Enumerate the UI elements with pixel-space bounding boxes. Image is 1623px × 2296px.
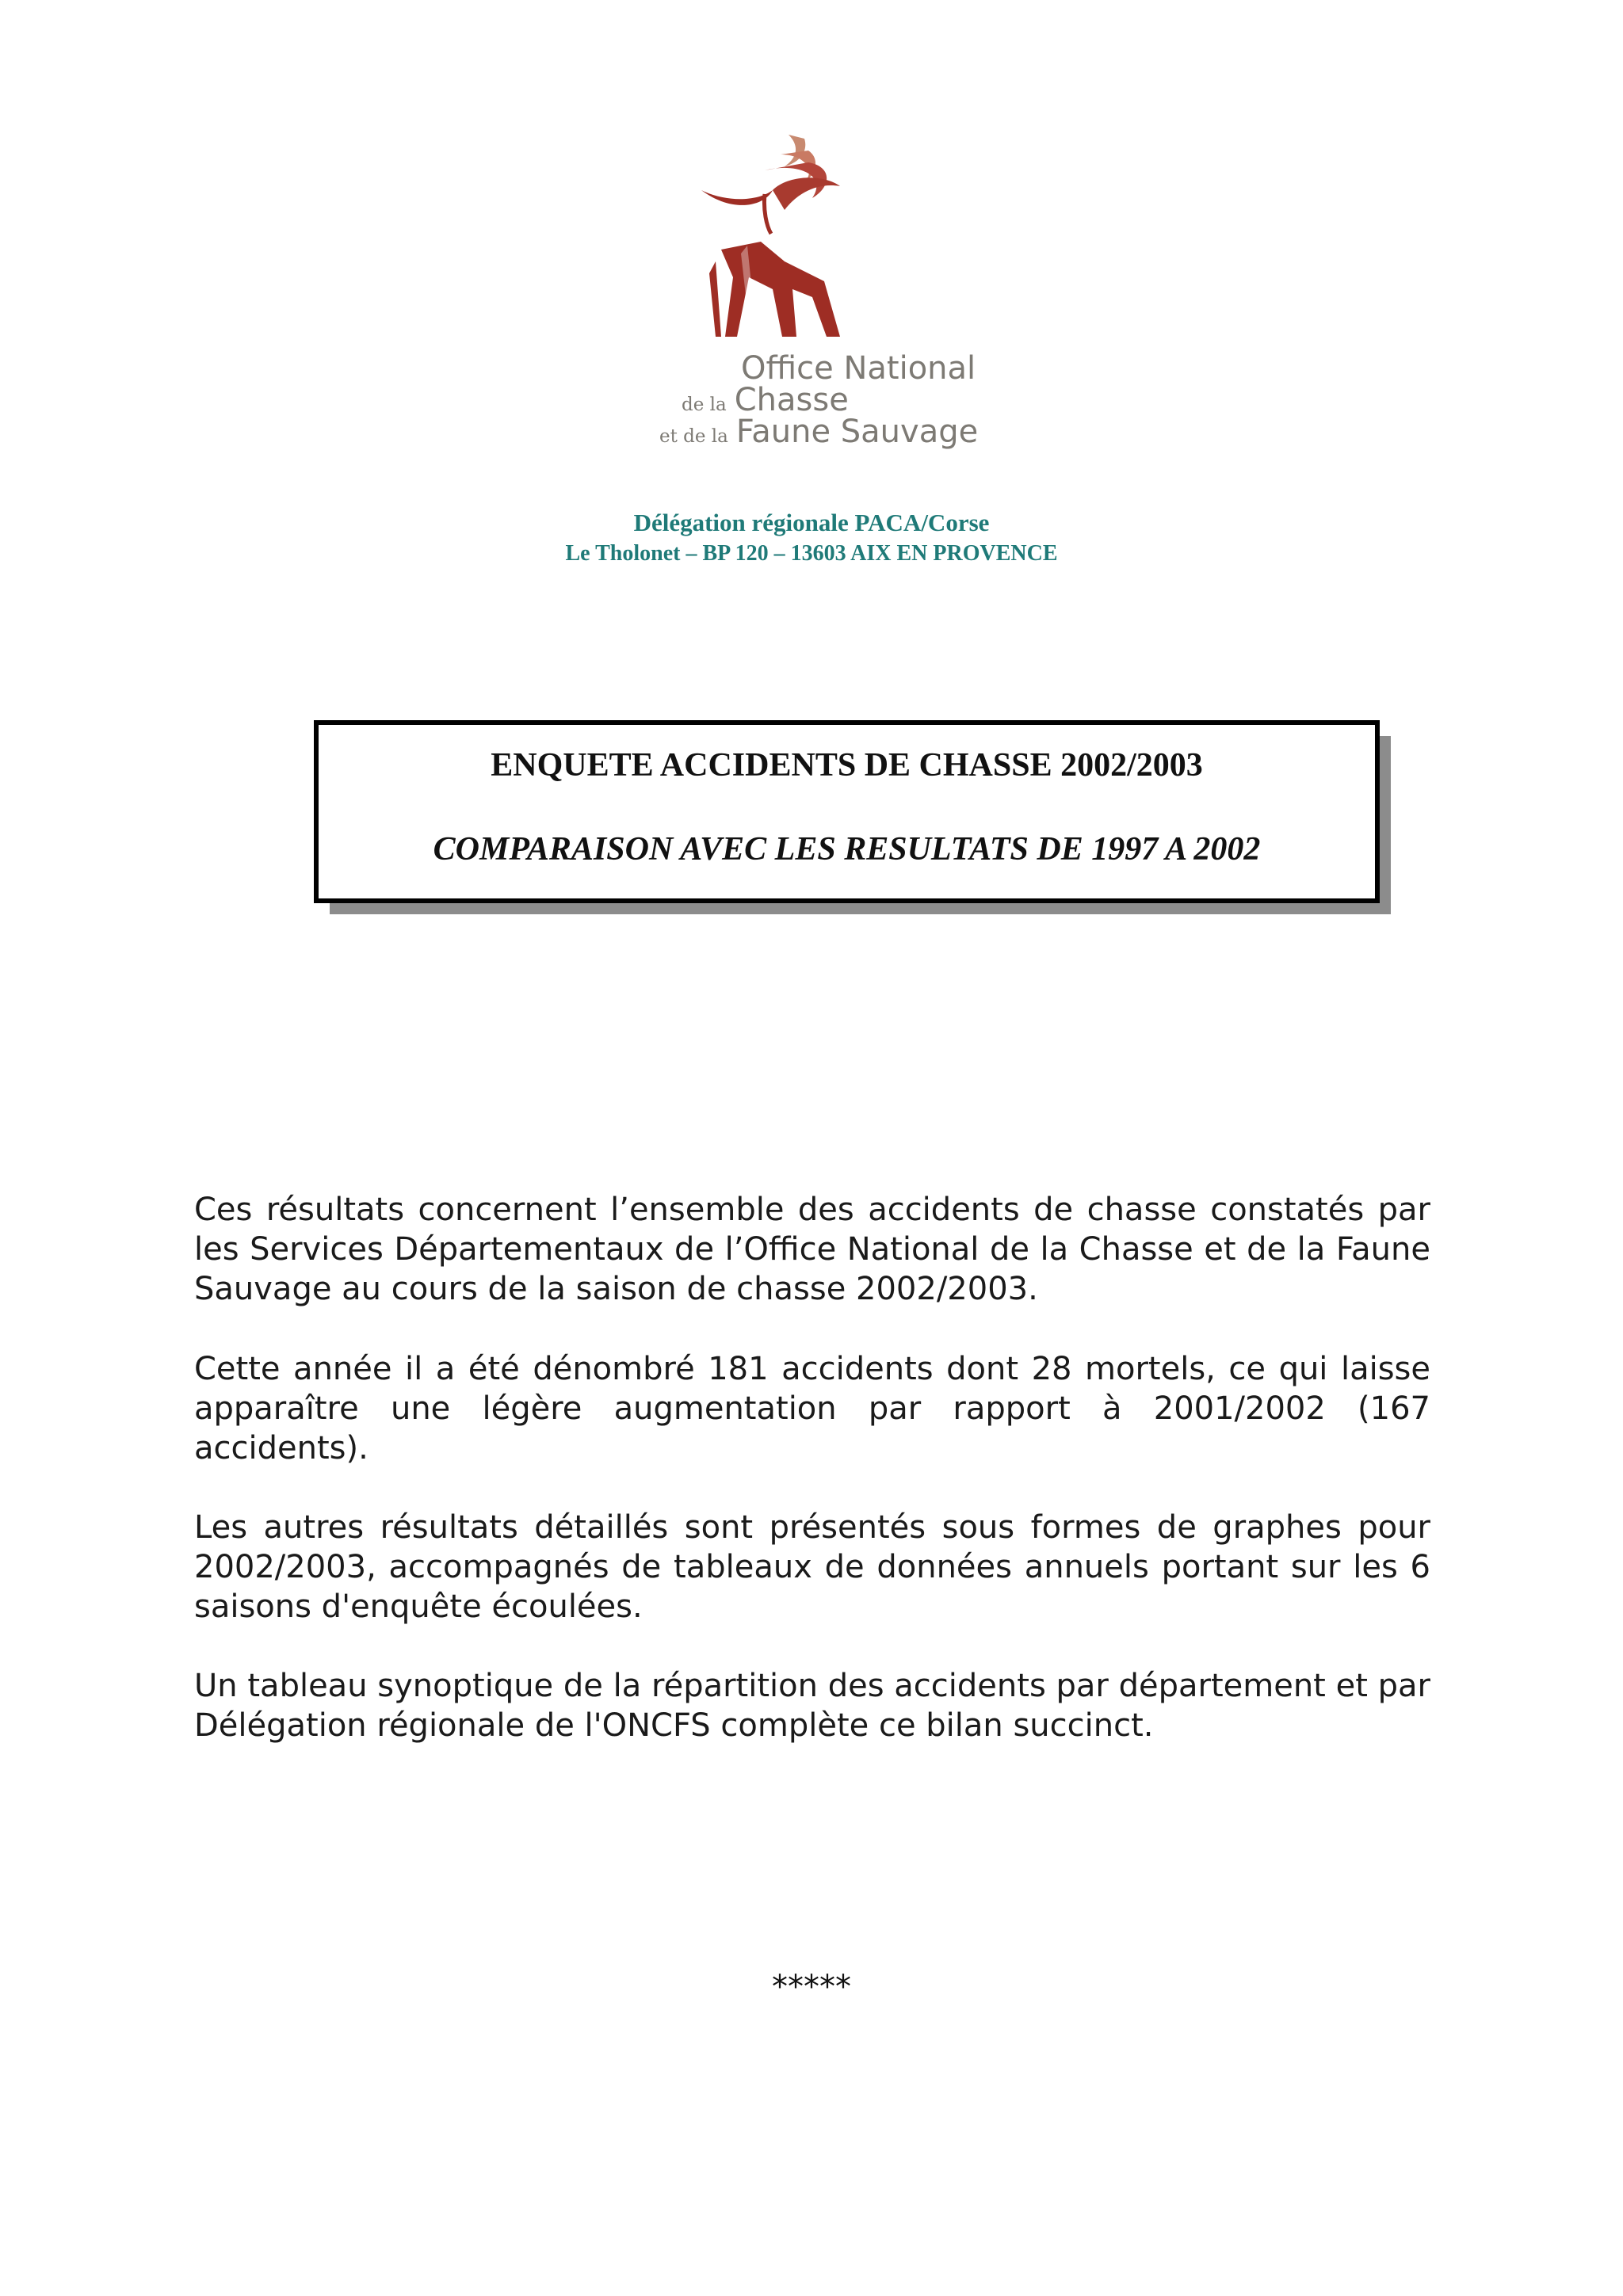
logo-line-office-national: Office National <box>741 350 976 387</box>
paragraph-details: Les autres résultats détaillés sont présentés sous formes de graphes pour 2002/2003, accompagnés de tableaux de données annuels portant sur les 6 saisons d'enquête écoulées. <box>194 1509 1430 1625</box>
logo-line-faune-sauvage <box>659 414 978 450</box>
logo-faune-word: Faune Sauvage <box>735 414 979 450</box>
paragraph-intro: Ces résultats concernent l’ensemble des accidents de chasse constatés par les Services Départementaux de l’Office National de la Chasse et de la Faune Sauvage au cours de la saison de chasse 2002/2003. <box>194 1192 1430 1307</box>
delegation-address: Le Tholonet – BP 120 – 13603 AIX EN PROVENCE <box>565 541 1058 566</box>
logo-prefix-et-de-la: et de la <box>659 426 728 447</box>
document-title: ENQUETE ACCIDENTS DE CHASSE 2002/2003 <box>491 747 1203 784</box>
oncfs-logo <box>646 127 979 475</box>
title-box <box>314 720 1380 903</box>
oncfs-emblem-icon <box>646 127 979 349</box>
document-subtitle: COMPARAISON AVEC LES RESULTATS DE 1997 A 2002 <box>433 831 1261 868</box>
delegation-name: Délégation régionale PACA/Corse <box>633 509 990 536</box>
paragraph-synoptic: Un tableau synoptique de la répartition des accidents par département et par Délégation régionale de l'ONCFS complète ce bilan succinct. <box>194 1668 1430 1744</box>
section-separator: ***** <box>772 1969 851 2005</box>
logo-chasse-word: Chasse <box>734 382 849 418</box>
logo-prefix-de-la: de la <box>682 395 727 415</box>
paragraph-counts: Cette année il a été dénombré 181 accidents dont 28 mortels, ce qui laisse apparaître une légère augmentation par rapport à 2001/2002 (167 accidents). <box>194 1351 1430 1466</box>
